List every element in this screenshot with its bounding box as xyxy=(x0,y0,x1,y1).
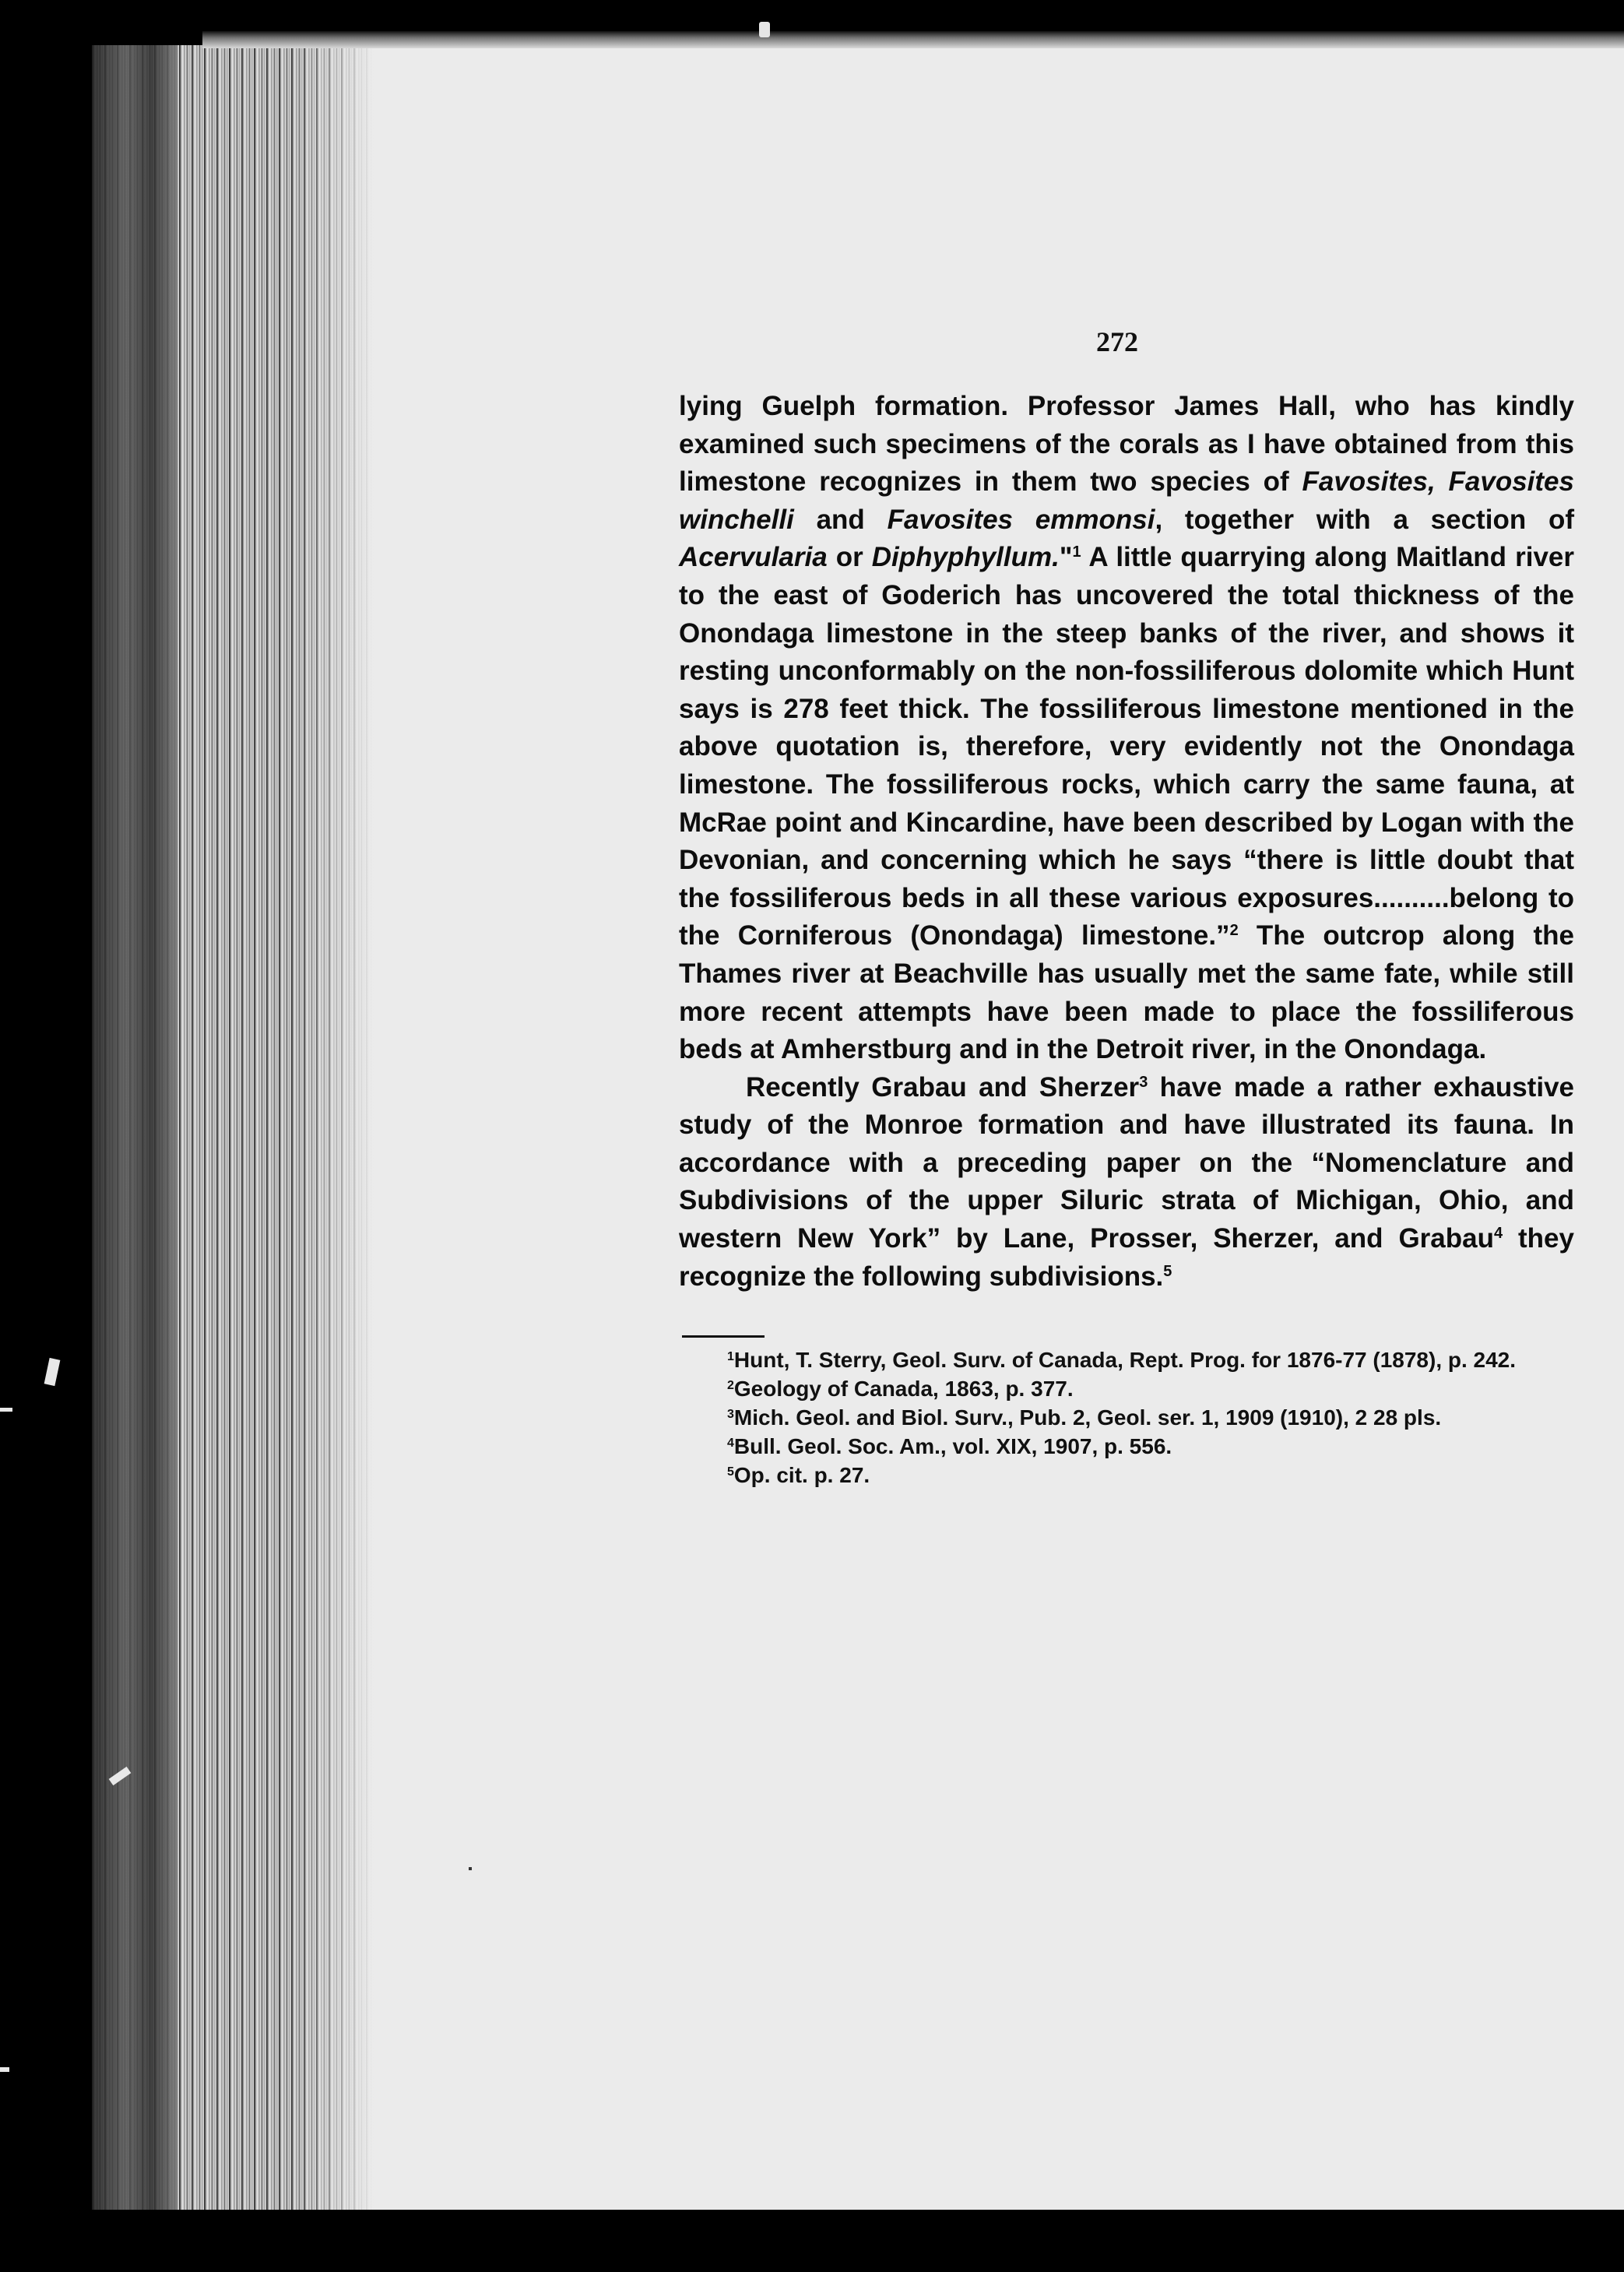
body-text xyxy=(679,388,1574,1296)
italic-taxon-name: Diphyphyllum. xyxy=(871,542,1060,573)
page-top-edge xyxy=(202,31,1624,48)
scan-artifact xyxy=(0,2067,9,2072)
text-run: Recently Grabau and Sherzer xyxy=(746,1071,1140,1103)
footnote-marker: 3 xyxy=(727,1408,734,1421)
footnote xyxy=(682,1403,1577,1432)
footnote-marker: 2 xyxy=(1229,922,1239,940)
footnote-text: Bull. Geol. Soc. Am., vol. XIX, 1907, p. 556. xyxy=(733,1434,1172,1458)
paragraph xyxy=(679,1069,1574,1296)
footnote-text: Geology of Canada, 1863, p. 377. xyxy=(733,1377,1074,1401)
italic-taxon-name: Favosites emmonsi xyxy=(887,504,1155,535)
footnote-rule xyxy=(682,1335,765,1338)
text-run: they recognize the following subdivisions. xyxy=(679,1223,1574,1292)
footnote-marker: 3 xyxy=(1139,1073,1148,1091)
footnote xyxy=(682,1374,1577,1403)
footnote xyxy=(682,1432,1577,1461)
page-edge-fade xyxy=(296,45,374,2210)
footnote-marker: 1 xyxy=(727,1350,734,1363)
scan-artifact xyxy=(0,1408,12,1412)
text-run: lying Guelph formation. Professor James Hall, who has kindly examined such specimens of the corals as I have obtained from this limestone recognizes in them two species of xyxy=(679,391,1574,498)
footnote-marker: 4 xyxy=(727,1437,734,1450)
scan-artifact xyxy=(759,22,770,37)
text-run: " xyxy=(1059,542,1073,573)
text-run: have made a rather exhaustive study of the Monroe formation and have illustrated its fauna. In accordance with a preceding paper on the “Nomenclature and Subdivisions of the upper Siluric strata of Michigan, Ohio, and western New York” by Lane, Prosser, Sherzer, and Grabau xyxy=(679,1071,1574,1254)
footnote-text: Hunt, T. Sterry, Geol. Surv. of Canada, Rept. Prog. for 1876-77 (1878), p. 242. xyxy=(733,1348,1517,1372)
footnote-marker: 2 xyxy=(727,1379,734,1392)
page-number: 272 xyxy=(1096,326,1138,357)
paragraph xyxy=(679,388,1574,1069)
text-run: The outcrop along the Thames river at Beachville has usually met the same fate, while still more recent attempts have been made to place the fossiliferous beds at Amherstburg and in the Detroit river, in the Onondaga. xyxy=(679,920,1574,1065)
text-run: and xyxy=(793,504,888,535)
italic-taxon-name: Favosites, Favosites winchelli xyxy=(679,466,1574,535)
book-spine-shadow xyxy=(92,45,178,2210)
footnote-text: Op. cit. p. 27. xyxy=(733,1463,870,1487)
text-run: , together with a section of xyxy=(1155,504,1574,535)
footnote-marker: 5 xyxy=(727,1465,734,1479)
italic-taxon-name: Acervularia xyxy=(679,542,828,573)
footnote-marker: 4 xyxy=(1493,1225,1503,1243)
scan-artifact xyxy=(469,1867,472,1870)
text-run: A little quarrying along Maitland river to the east of Goderich has uncovered the total thickness of the Onondaga limestone in the steep banks of the river, and shows it resting unconformably on the non-fossiliferous dolomite which Hunt says is 278 feet thick. The fossiliferous limestone mentioned in the above quotation is, therefore, very evidently not the Onondaga limestone. The fossiliferous rocks, which carry the same fauna, at McRae point and Kincardine, have been described by Logan with the Devonian, and concerning which he says “there is little doubt that the fossiliferous beds in all these various exposures..........belong to the Corniferous (Onondaga) limestone.” xyxy=(679,542,1574,951)
footnote-marker: 5 xyxy=(1163,1262,1172,1280)
footnote-marker: 1 xyxy=(1072,543,1081,561)
text-run: or xyxy=(827,542,872,573)
scan-artifact xyxy=(44,1358,61,1386)
footnotes xyxy=(682,1345,1577,1489)
footnote xyxy=(682,1461,1577,1489)
footnote-text: Mich. Geol. and Biol. Surv., Pub. 2, Geol. ser. 1, 1909 (1910), 2 28 pls. xyxy=(733,1405,1442,1430)
footnote xyxy=(682,1345,1577,1374)
